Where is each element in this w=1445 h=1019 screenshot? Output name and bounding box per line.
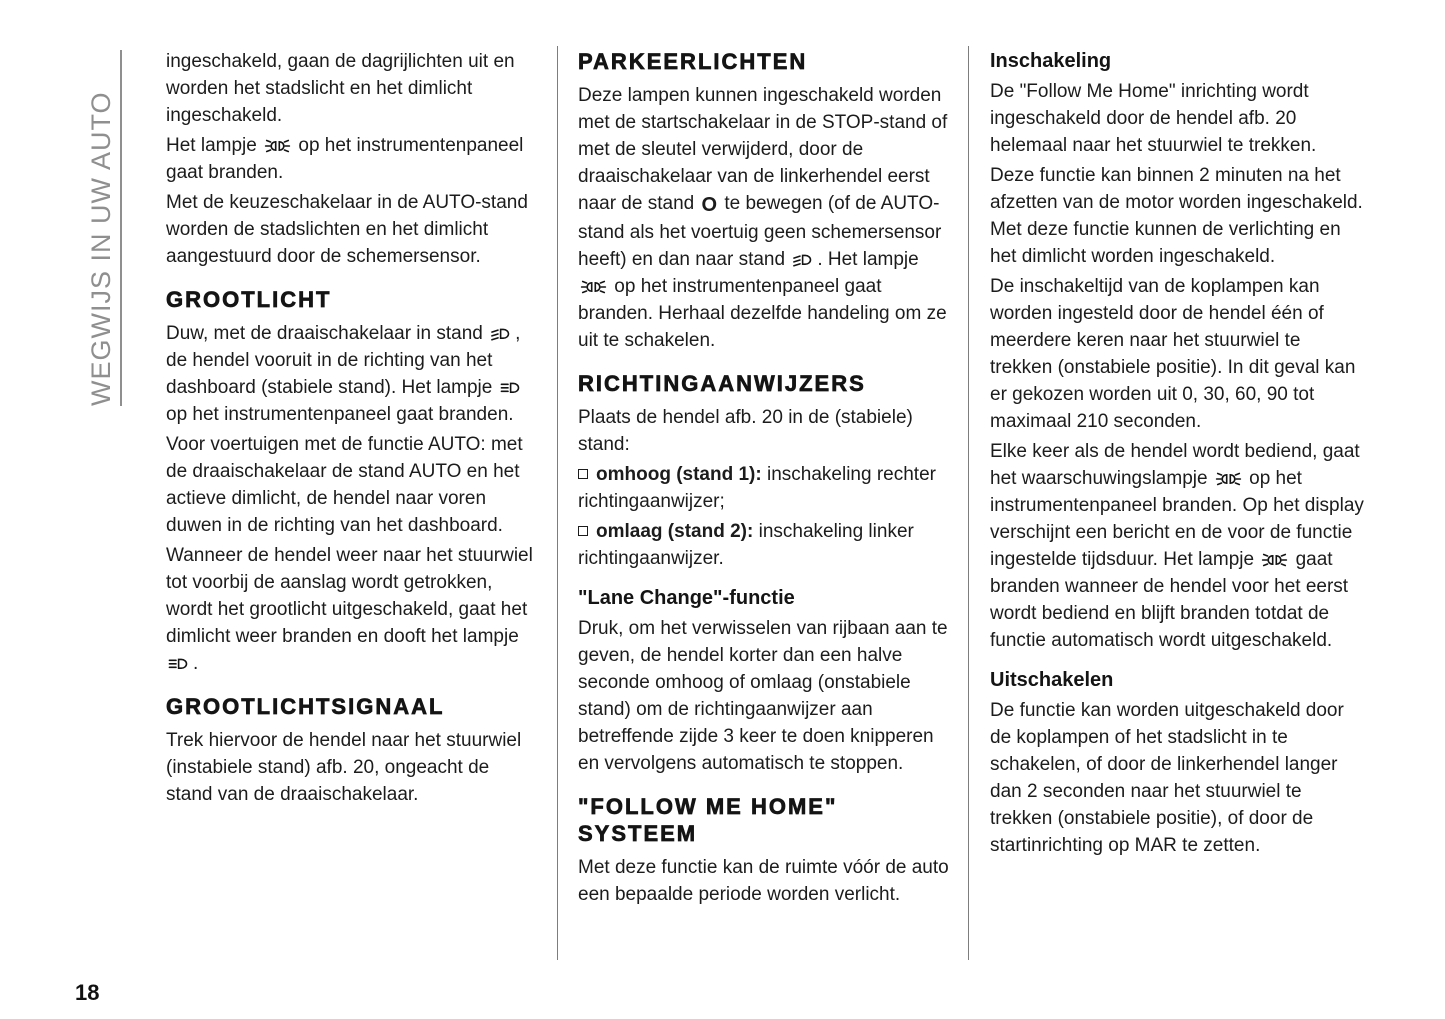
low-beam-icon: [792, 253, 815, 267]
column-divider: [968, 46, 969, 960]
paragraph: Met de keuzeschakelaar in de AUTO-stand worden de stadslichten en het dimlicht aangestuurd door de schemersensor.: [166, 192, 528, 267]
column-3: [990, 48, 1364, 862]
paragraph: De inschakeltijd van de koplampen kan worden ingesteld door de hendel één of meerdere keren naar het stuurwiel te trekken (onstabiele positie). In dit geval kan er gekozen worden uit 0, 30, 60, 90 tot maximaal 210 seconden.: [990, 276, 1356, 432]
high-beam-icon: [168, 657, 191, 671]
position-lights-icon: [264, 139, 291, 153]
position-lights-icon: [1261, 553, 1288, 567]
section-heading-parkeerlichten: PARKEERLICHTEN: [578, 49, 808, 74]
subsection-heading-inschakeling: Inschakeling: [990, 50, 1112, 72]
paragraph: Plaats de hendel afb. 20 in de (stabiele) stand:: [578, 407, 913, 455]
subsection-heading-uitschakelen: Uitschakelen: [990, 669, 1114, 691]
section-heading-grootlicht: GROOTLICHT: [166, 287, 332, 312]
section-heading-follow-me-home: "FOLLOW ME HOME" SYSTEEM: [578, 794, 838, 846]
paragraph: Deze functie kan binnen 2 minuten na het afzetten van de motor worden ingeschakeld. Met deze functie kunnen de verlichting en het dimlicht worden ingeschakeld.: [990, 165, 1363, 267]
square-bullet-icon: [578, 469, 588, 479]
low-beam-icon: [490, 327, 513, 341]
column-divider: [557, 46, 558, 960]
bullet-text: inschakeling rechter richtingaanwijzer;: [578, 464, 936, 512]
paragraph: Voor voertuigen met de functie AUTO: met de draaischakelaar de stand AUTO en het actieve dimlicht, de hendel naar voren duwen in de richting van het dashboard.: [166, 434, 523, 536]
paragraph: Druk, om het verwisselen van rijbaan aan te geven, de hendel korter dan een halve seconde omhoog of omlaag (onstabiele stand) om de richtingaanwijzer aan betreffende zijde 3 keer te doen knipperen en vervolgens automatisch te stoppen.: [578, 618, 948, 774]
section-heading-richtingaanwijzers: RICHTINGAANWIJZERS: [578, 371, 866, 396]
bullet-lead: omhoog (stand 1):: [596, 464, 762, 485]
paragraph: Het lampje op het instrumentenpaneel gaat branden.: [166, 135, 524, 183]
sidebar-rule: [120, 50, 122, 406]
position-lights-icon: [1215, 472, 1242, 486]
section-heading-grootlichtsignaal: GROOTLICHTSIGNAAL: [166, 694, 445, 719]
paragraph: Elke keer als de hendel wordt bediend, gaat het waarschuwingslampje op het instrumentenpaneel branden. Op het display verschijnt een bericht en de voor de functie ingestelde tijdsduur. Het lampje gaat branden wanneer de hendel voor het eerst wordt bediend en blijft branden totdat de functie automatisch wordt uitgeschakeld.: [990, 441, 1364, 651]
paragraph: Met deze functie kan de ruimte vóór de auto een bepaalde periode worden verlicht.: [578, 857, 949, 905]
chapter-sidebar-label: WEGWIJS IN UW AUTO: [86, 91, 116, 406]
paragraph: ingeschakeld, gaan de dagrijlichten uit en worden het stadslicht en het dimlicht ingeschakeld.: [166, 51, 515, 126]
list-item: [578, 518, 954, 572]
column-2: [578, 48, 954, 911]
paragraph: De "Follow Me Home" inrichting wordt ingeschakeld door de hendel afb. 20 helemaal naar het stuurwiel te trekken.: [990, 81, 1317, 156]
page-number: 18: [75, 980, 100, 1005]
paragraph: Wanneer de hendel weer naar het stuurwiel tot voorbij de aanslag wordt getrokken, wordt het grootlicht uitgeschakeld, gaat het dimlicht weer branden en dooft het lampje .: [166, 545, 533, 674]
bullet-text: inschakeling linker richtingaanwijzer.: [578, 521, 914, 569]
position-lights-icon: [580, 280, 607, 294]
subsection-heading-lane-change: "Lane Change"-functie: [578, 587, 795, 609]
square-bullet-icon: [578, 526, 588, 536]
paragraph: Trek hiervoor de hendel naar het stuurwiel (instabiele stand) afb. 20, ongeacht de stand van de draaischakelaar.: [166, 730, 522, 805]
bullet-lead: omlaag (stand 2):: [596, 521, 754, 542]
column-1: [166, 48, 536, 811]
high-beam-icon: [500, 381, 523, 395]
list-item: [578, 461, 954, 515]
paragraph: Duw, met de draaischakelaar in stand , de hendel vooruit in de richting van het dashboard (stabiele stand). Het lampje op het instrumentenpaneel gaat branden.: [166, 320, 536, 428]
paragraph: Deze lampen kunnen ingeschakeld worden met de startschakelaar in de STOP-stand of met de sleutel verwijderd, door de draaischakelaar van de linkerhendel eerst naar de stand O te bewegen (of de AUTO-stand als het voertuig geen schemersensor heeft) en dan naar stand . Het lampje op het instrumentenpaneel gaat branden. Herhaal dezelfde handeling om ze uit te schakelen.: [578, 85, 948, 351]
paragraph: De functie kan worden uitgeschakeld door de koplampen of het stadslicht in te schakelen, of door de linkerhendel langer dan 2 seconden naar het stuurwiel te trekken (onstabiele positie), of door de startinrichting op MAR te zetten.: [990, 700, 1344, 856]
off-position-symbol: O: [701, 194, 718, 216]
